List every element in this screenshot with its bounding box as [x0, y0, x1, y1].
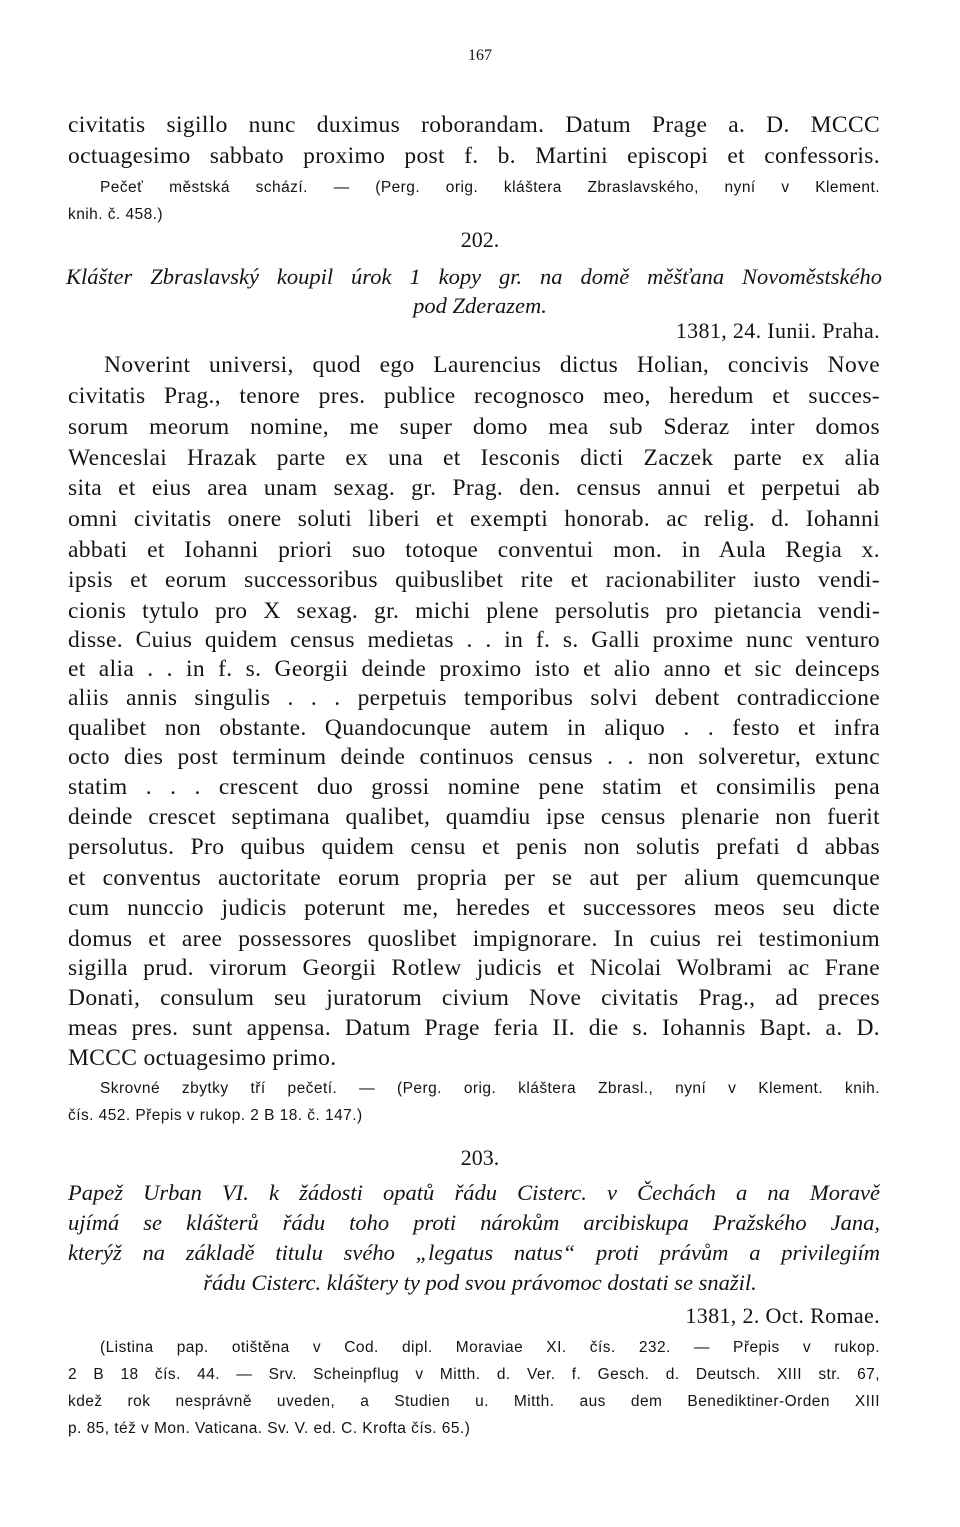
text-line: aliis annis singulis . . . perpetuis temporibus solvi debent contradiccione [68, 685, 880, 711]
text-line: sigilla prud. virorum Georgii Rotlew judicis et Nicolai Wolbrami ac Frane [68, 955, 880, 981]
text-line: et conventus auctoritate eorum propria per se aut per alium quemcunque [68, 865, 880, 891]
note-line: (Listina pap. otištěna v Cod. dipl. Moraviae XI. čís. 232. — Přepis v rukop. [100, 1339, 880, 1356]
text-line: et alia . . in f. s. Georgii deinde proximo isto et alio anno et sic deinceps [68, 656, 880, 682]
text-line: qualibet non obstante. Quandocunque autem in aliquo . . festo et infra [68, 715, 880, 741]
document-title-line: kterýž na základě titulu svého „legatus natus“ proti právům a privilegiím [68, 1240, 880, 1265]
document-title-line: Klášter Zbraslavský koupil úrok 1 kopy gr. na domě měšťana Novoměstského [66, 264, 882, 289]
text-line: octuagesimo sabbato proximo post f. b. Martini episcopi et confessoris. [68, 143, 880, 169]
note-line: knih. č. 458.) [68, 206, 164, 223]
note-line: Pečeť městská schází. — (Perg. orig. kláštera Zbraslavského, nyní v Klement. [100, 179, 880, 196]
text-line: civitatis Prag., tenore pres. publice recognosco meo, heredum et succes- [68, 383, 880, 409]
text-line: disse. Cuius quidem census medietas . . in f. s. Galli proxime nunc venturo [68, 627, 880, 653]
text-line: sita et eius area unam sexag. gr. Prag. den. census annui et perpetui ab [68, 475, 880, 501]
text-line: MCCC octuagesimo primo. [68, 1045, 337, 1071]
note-line: Skrovné zbytky tří pečetí. — (Perg. orig. kláštera Zbrasl., nyní v Klement. knih. [100, 1080, 880, 1097]
text-line: Donati, consulum seu juratorum civium Nove civitatis Prag., ad preces [68, 985, 880, 1011]
document-title-line: pod Zderazem. [413, 293, 547, 318]
text-line: civitatis sigillo nunc duximus roborandam. Datum Prage a. D. MCCC [68, 112, 880, 138]
text-line: octo dies post terminum deinde continuos census . . non solveretur, extunc [68, 744, 880, 770]
document-title-line: řádu Cisterc. kláštery ty pod svou právomoc dostati se snažil. [203, 1270, 757, 1295]
text-line: Wenceslai Hrazak parte ex una et Iesconis dicti Zaczek parte ex alia [68, 445, 880, 471]
text-line: omni civitatis onere soluti liberi et exempti honorab. ac relig. d. Iohanni [68, 506, 880, 532]
text-line: persolutus. Pro quibus quidem censu et penis non solutis prefati d abbas [68, 834, 880, 860]
text-line: deinde crescet septimana qualibet, quamdiu ipse census plenarie non fuerit [68, 804, 880, 830]
text-line: cionis tytulo pro X sexag. gr. michi plene persolutis pro pietancia vendi- [68, 598, 880, 624]
text-line: cum nunccio judicis poterunt me, heredes et successores meos seu dicte [68, 895, 880, 921]
text-line: meas pres. sunt appensa. Datum Prage feria II. die s. Iohannis Bapt. a. D. [68, 1015, 880, 1041]
note-line: p. 85, též v Mon. Vaticana. Sv. V. ed. C. Krofta čís. 65.) [68, 1420, 471, 1437]
note-line: kdež rok nesprávně uveden, a Studien u. Mitth. aus dem Benediktiner-Orden XIII [68, 1393, 880, 1410]
document-number: 203. [460, 1145, 500, 1170]
date-place: 1381, 24. Iunii. Praha. [675, 318, 880, 343]
date-place: 1381, 2. Oct. Romae. [685, 1303, 880, 1328]
text-line: ipsis et eorum successoribus quibuslibet rite et racionabiliter iusto vendi- [68, 567, 880, 593]
text-line: sorum meorum nomine, me super domo mea sub Sderaz inter domos [68, 414, 880, 440]
document-number: 202. [460, 227, 500, 252]
page-number: 167 [468, 47, 492, 64]
document-title-line: Papež Urban VI. k žádosti opatů řádu Cisterc. v Čechách a na Moravě [68, 1180, 880, 1205]
text-line: statim . . . crescent duo grossi nomine pene statim et consimilis pena [68, 774, 880, 800]
text-line: abbati et Iohanni priori suo totoque conventui mon. in Aula Regia x. [68, 537, 880, 563]
text-line: Noverint universi, quod ego Laurencius dictus Holian, concivis Nove [104, 352, 880, 378]
document-title-line: ujímá se klášterů řádu toho proti nárokům arcibiskupa Pražského Jana, [68, 1210, 880, 1235]
note-line: 2 B 18 čís. 44. — Srv. Scheinpflug v Mitth. d. Ver. f. Gesch. d. Deutsch. XIII str. 67, [68, 1366, 880, 1383]
note-line: čís. 452. Přepis v rukop. 2 B 18. č. 147.) [68, 1107, 363, 1124]
text-line: domus et aree possessores quoslibet impignorare. In cuius rei testimonium [68, 926, 880, 952]
